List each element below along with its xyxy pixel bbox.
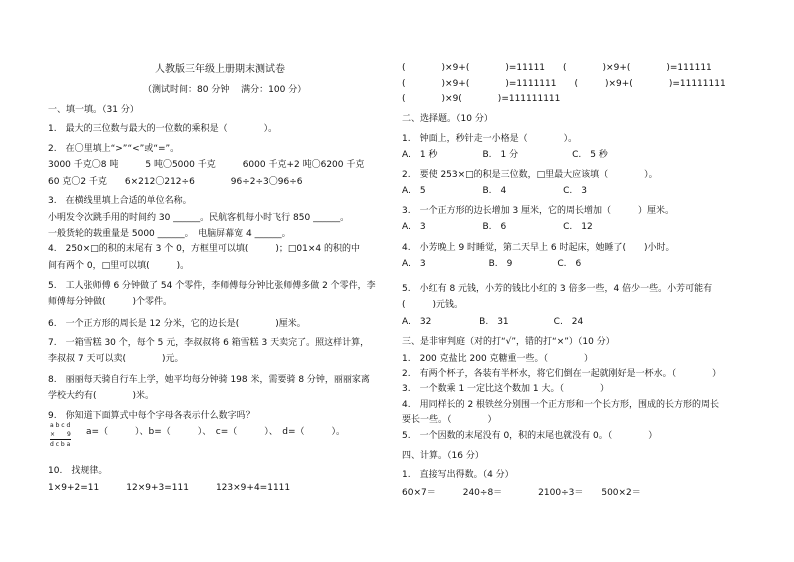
choice-5-options: A. 32 B. 31 C. 24: [402, 317, 584, 327]
judge-5: 5. 一个因数的末尾没有 0，积的末尾也就没有 0。（ ）: [402, 431, 658, 441]
question-9: 9. 你知道下面算式中每个字母各表示什么数字吗？: [48, 411, 255, 421]
vertical-multiplication-top: a b c d: [50, 422, 71, 429]
question-3: 3. 在横线里填上合适的单位名称。: [48, 196, 192, 206]
pattern-line-3: ( )×9( )=111111111: [402, 94, 561, 104]
judge-2: 2. 有两个杯子，各装有半杯水，将它们倒在一起就刚好是一杯水。（ ）: [402, 369, 722, 379]
question-7-line-a: 7. 一箱雪糕 30 个，每个 5 元，李叔叔将 6 箱雪糕 3 天卖完了。照这样计算，: [48, 338, 370, 348]
question-6: 6. 一个正方形的周长是 12 分米，它的边长是( )厘米。: [48, 319, 306, 329]
choice-4-options: A. 3 B. 9 C. 6: [402, 259, 582, 269]
pattern-line-2: ( )×9+( )=1111111 ( )×9+( )=11111111: [402, 79, 726, 89]
choice-3-options: A. 3 B. 6 C. 12: [402, 222, 593, 232]
judge-1: 1. 200 克盐比 200 克糖重一些。（ ）: [402, 354, 594, 364]
question-4-line-b: 间有两个 0，□里可以填( )。: [48, 261, 190, 271]
question-10: 10. 找规律。: [48, 466, 108, 476]
question-7-line-b: 李叔叔 7 天可以卖( )元。: [48, 354, 184, 364]
judge-4-line-a: 4. 用同样长的 2 根铁丝分别围一个正方形和一个长方形，围成的长方形的周长: [402, 400, 720, 410]
question-10-pattern: 1×9+2=11 12×9+3=111 123×9+4=1111: [48, 483, 291, 493]
question-3-line-a: 小明发令次跳手用的时间约 30 ______。民航客机每小时飞行 850 ______。: [48, 213, 350, 223]
calc-1: 1. 直接写出得数。（4 分）: [402, 470, 514, 480]
choice-1-options: A. 1 秒 B. 1 分 C. 5 秒: [402, 150, 608, 160]
choice-3: 3. 一个正方形的边长增加 3 厘米，它的周长增加（ ）厘米。: [402, 206, 675, 216]
section-1-heading: 一、填一填。（31 分）: [48, 105, 139, 115]
choice-2: 2. 要使 253×□的积是三位数，□里最大应该填（ ）。: [402, 170, 658, 180]
section-4-heading: 四、计算。（16 分）: [402, 451, 484, 461]
pattern-line-1: ( )×9+( )=11111 ( )×9+( )=111111: [402, 63, 712, 73]
vertical-multiplication-multiplier: × 9: [50, 431, 71, 438]
question-2: 2. 在〇里填上“>”“<”或“=”。: [48, 144, 180, 154]
section-2-heading: 二、选择题。（10 分）: [402, 114, 493, 124]
question-9-answers: a=（ ）、b=（ ）、 c=（ ）、 d=（ ）。: [86, 427, 346, 437]
question-8-line-a: 8. 丽丽每天骑自行车上学，她平均每分钟骑 198 米，需要骑 8 分钟，丽丽家离: [48, 375, 370, 385]
vertical-multiplication-result: d c b a: [50, 441, 71, 448]
question-3-line-b: 一般货轮的载重量是 5000 ______。 电脑屏幕宽 4 ______。: [48, 229, 291, 239]
question-2-row-1: 3000 千克〇8 吨 5 吨〇5000 千克 6000 千克+2 吨〇6200 千克: [48, 160, 365, 170]
question-4-line-a: 4. 250×□的积的末尾有 3 个 0，方框里可以填( )；□01×4 的积的中: [48, 244, 360, 254]
question-1: 1. 最大的三位数与最大的一位数的乘积是（ ）。: [48, 124, 278, 134]
question-2-row-2: 60 克〇2 千克 6×212〇212÷6 96÷2÷3〇96÷6: [48, 177, 303, 187]
section-3-heading: 三、是非审判庭（对的打“√”，错的打“×”）（10 分）: [402, 337, 615, 347]
choice-5-line-b: ( )元钱。: [402, 300, 464, 310]
page-subtitle: （测试时间：80 分钟 满分：100 分）: [143, 85, 307, 95]
choice-1: 1. 钟面上，秒针走一小格是（ ）。: [402, 134, 578, 144]
page-title: 人教版三年级上册期末测试卷: [155, 64, 285, 75]
question-5-line-a: 5. 工人张师傅 6 分钟做了 54 个零件，李师傅每分钟比张师傅多做 2 个零件，李: [48, 281, 376, 291]
choice-4: 4. 小芳晚上 9 时睡觉，第二天早上 6 时起床，她睡了( )小时。: [402, 243, 675, 253]
judge-3: 3. 一个数乘 1 一定比这个数加 1 大。（ ）: [402, 384, 609, 394]
calc-1-row: 60×7＝ 240÷8＝ 2100÷3＝ 500×2＝: [402, 488, 641, 498]
judge-4-line-b: 要长一些。（ ）: [402, 415, 497, 425]
question-5-line-b: 师傅每分钟做( )个零件。: [48, 297, 173, 307]
choice-2-options: A. 5 B. 4 C. 3: [402, 186, 587, 196]
choice-5-line-a: 5. 小红有 8 元钱，小芳的钱比小红的 3 倍多一些，4 倍少一些。小芳可能有: [402, 284, 713, 294]
question-8-line-b: 学校大约有( )米。: [48, 391, 155, 401]
